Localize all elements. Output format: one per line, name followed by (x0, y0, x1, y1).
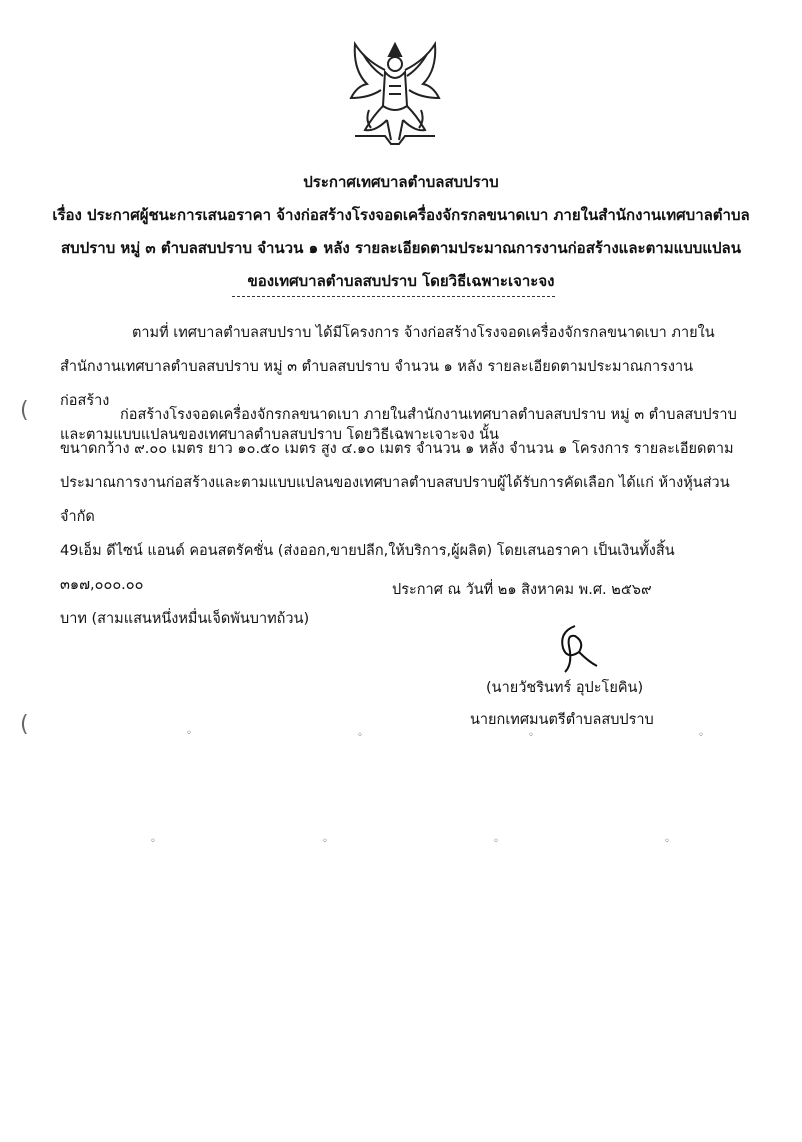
scan-speck: ◦ (150, 836, 156, 847)
scan-speck: ◦ (698, 730, 704, 741)
paragraph-1-line-3: และตามแบบแปลนของเทศบาลตำบลสบปราบ โดยวิธีเฉพาะเจาะจง นั้น (60, 427, 499, 443)
paragraph-2-line-3: ประมาณการงานก่อสร้างและตามแบบแปลนของเทศบาลตำบลสบปราบผู้ได้รับการคัดเลือก ได้แก่ ห้างหุ้นส่วนจำกัด (60, 475, 730, 525)
scan-speck: ◦ (322, 836, 328, 847)
announce-date: ประกาศ ณ วันที่ ๒๑ สิงหาคม พ.ศ. ๒๕๖๙ (392, 582, 652, 598)
paragraph-2-line-2: ขนาดกว้าง ๙.๐๐ เมตร ยาว ๑๐.๕๐ เมตร สูง ๔.๑๐ เมตร จำนวน ๑ หลัง จำนวน ๑ โครงการ รายละเอียดตาม (60, 441, 734, 457)
scan-speck: ◦ (664, 836, 670, 847)
subject-line-1: เรื่อง ประกาศผู้ชนะการเสนอราคา จ้างก่อสร้างโรงจอดเครื่องจักรกลขนาดเบา ภายในสำนักงานเทศบาลตำบล (52, 206, 750, 224)
paragraph-2-line-5: บาท (สามแสนหนึ่งหมื่นเจ็ดพันบาทถ้วน) (60, 611, 310, 627)
paragraph-1-line-2: สำนักงานเทศบาลตำบลสบปราบ หมู่ ๓ ตำบลสบปราบ จำนวน ๑ หลัง รายละเอียดตามประมาณการงานก่อสร้าง (60, 359, 694, 409)
announcement-heading: ประกาศเทศบาลตำบลสบปราบ (303, 173, 499, 191)
scan-speck: ◦ (528, 730, 534, 741)
signer-title: นายกเทศมนตรีตำบลสบปราบ (470, 712, 654, 728)
scan-speck: ◦ (357, 730, 363, 741)
paragraph-1-line-1: ตามที่ เทศบาลตำบลสบปราบ ได้มีโครงการ จ้างก่อสร้างโรงจอดเครื่องจักรกลขนาดเบา ภายใน (132, 325, 715, 341)
paragraph-2-line-1: ก่อสร้างโรงจอดเครื่องจักรกลขนาดเบา ภายในสำนักงานเทศบาลตำบลสบปราบ หมู่ ๓ ตำบลสบปราบ (120, 407, 737, 423)
section-divider (232, 296, 555, 297)
subject-line-3: ของเทศบาลตำบลสบปราบ โดยวิธีเฉพาะเจาะจง (247, 272, 555, 290)
handwritten-signature (545, 622, 605, 674)
subject-line-2: สบปราบ หมู่ ๓ ตำบลสบปราบ จำนวน ๑ หลัง รายละเอียดตามประมาณการงานก่อสร้างและตามแบบแปลน (61, 239, 741, 257)
signer-name: (นายวัชรินทร์ อุปะโยคิน) (486, 680, 644, 696)
scan-speck: ◦ (493, 836, 499, 847)
scan-speck: ◦ (186, 728, 192, 739)
paragraph-2-line-4: 49เอ็ม ดีไซน์ แอนด์ คอนสตรัคชั่น (ส่งออก,ขายปลีก,ให้บริการ,ผู้ผลิต) โดยเสนอราคา เป็นเงินทั้งสิ้น ๓๑๗,๐๐๐.๐๐ (60, 543, 675, 593)
binder-hole-mark: ( (20, 398, 29, 423)
binder-hole-mark: ( (20, 712, 29, 737)
garuda-emblem (345, 40, 445, 150)
